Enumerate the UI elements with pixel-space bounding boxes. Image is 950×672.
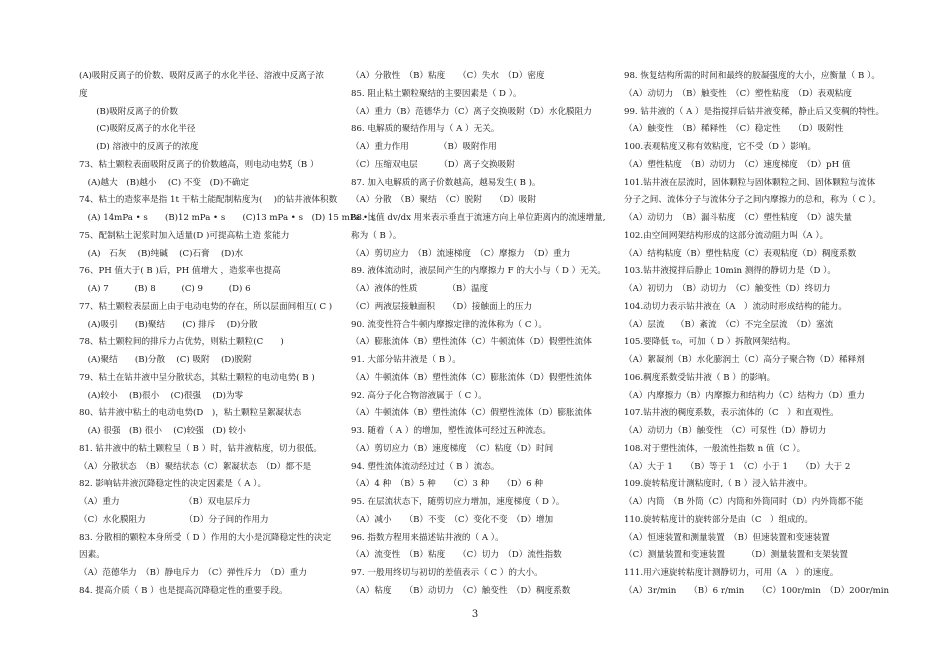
text-line: 78、粘土颗粒间的排斥力占优势，则粘土颗粒(C ) xyxy=(79,337,284,348)
text-line: （A）动切力（B）触变性 （C）可泵性（D）静切力 xyxy=(624,426,827,436)
text-line: (C)吸附反离子的水化半径 xyxy=(79,124,196,135)
text-line: 称为（ B ）。 xyxy=(351,230,402,241)
text-line: 77、粘土颗粒表层面上由于电动电势的存在，所以层面间相互( C ) xyxy=(79,301,333,312)
text-line: （A）触变性 （B）稀释性 （C）稳定性 （D）吸附性 xyxy=(624,124,844,135)
text-line: （C）水化膜阻力 （D）分子间的作用力 xyxy=(79,514,269,525)
text-line: 98. 恢复结构所需的时间和最终的胶凝强度的大小，应衡量（ B ）。 xyxy=(624,71,880,81)
text-line: 97. 一般用终切与初切的差值表示（ C ）的大小。 xyxy=(351,568,543,578)
text-line: （A）液体的性质 （B）温度 xyxy=(351,284,489,294)
text-line: 88. 比值 dv/dx 用来表示垂直于流速方向上单位距离内的流速增量, xyxy=(351,213,606,223)
text-line: 91. 大部分钻井液是（ B ）。 xyxy=(351,355,461,365)
text-line: (A) 14mPa • s (B)12 mPa • s (C)13 mPa • s (D) 15 mPa • s xyxy=(79,213,376,223)
text-line: (A) 石灰 (B)纯碱 (C)石膏 (D)水 xyxy=(79,248,244,259)
text-line: (A)聚结 (B)分散 (C) 吸附 (D)脱附 xyxy=(79,355,252,365)
text-line: 94. 塑性流体流动经过过（ B ）流态。 xyxy=(351,461,500,472)
text-line: 分子之间、流体分子与流体分子之间内摩擦力的总和，称为（ C ）。 xyxy=(624,195,881,206)
text-line: （A）4 种 （B）5 种 （C）3 种 （D）6 种 xyxy=(351,479,543,490)
text-line: （A）结构粘度（B）塑性粘度（C）表观粘度（D）稠度系数 xyxy=(624,248,857,259)
text-line: 99. 钻井液的（ A ）是指搅拌后钻井液变稀，静止后又变稠的特性。 xyxy=(624,106,885,117)
text-line: 74、粘土的造浆率是指 1t 干粘土能配制粘度为( )的钻井液体积数 xyxy=(79,195,338,206)
text-line: 73、粘土颗粒表面吸附反离子的价数越高，则电动电势ξ（B ） xyxy=(79,159,319,170)
text-line: 107.钻井液的稠度系数，表示流体的（C ）和直观性。 xyxy=(624,408,839,419)
column-right xyxy=(624,68,899,601)
text-line: （A）重力 （B）双电层斥力 xyxy=(79,497,251,507)
text-line: (A)吸引 (B)聚结 (C) 排斥 (D)分散 xyxy=(79,319,258,330)
text-line: （C）两液层接触面积 （D）接触面上的压力 xyxy=(351,301,533,312)
text-line: （A）减小 （B）不变 （C）变化不变 （D）增加 xyxy=(351,514,554,525)
text-line: 83. 分散相的颗粒本身所受（ D ）作用的大小是沉降稳定性的决定 xyxy=(79,532,332,543)
text-line: （A）膨胀流体（B）塑性流体（C）牛顿流体（D）假塑性流体 xyxy=(351,337,592,348)
text-line: (D) 溶液中的反离子的浓度 xyxy=(79,142,199,152)
text-line: 81. 钻井液中的粘土颗粒呈（ B ）时，钻井液粘度，切力很低。 xyxy=(79,443,323,454)
text-line: 度 xyxy=(79,88,88,99)
text-line: （A）3r/min （B）6 r/min （C）100r/min （D）200r/min xyxy=(624,585,890,596)
text-line: 87. 加入电解质的离子价数越高，越易发生( B )。 xyxy=(351,177,541,188)
text-line: 102.由空间网架结构形成的这部分流动阻力叫（A ）。 xyxy=(624,230,829,241)
page-number: 3 xyxy=(471,609,479,620)
text-line: （A）层流 （B）紊流 （C）不完全层流 （D）塞流 xyxy=(624,319,834,330)
text-line: （A）塑性粘度 （B）动切力 （C）速度梯度 （D）pH 值 xyxy=(624,159,851,170)
text-line: 101.钻井液在层流时，固体颗粒与固体颗粒之间、固体颗粒与流体 xyxy=(624,177,876,188)
text-line: 109.旋转粘度计测粘度时,（ B ）浸入钻井液中。 xyxy=(624,479,813,490)
text-line: （A）分散性 （B）粘度 （C）失水 （D）密度 xyxy=(351,71,545,81)
column-middle xyxy=(351,68,613,601)
column-left xyxy=(79,68,376,601)
text-line: 89. 液体流动时，液层间产生的内摩擦力 F 的大小与（ D ）无关。 xyxy=(351,266,607,277)
text-line: 90. 流变性符合牛顿内摩擦定律的流体称为（ C ）。 xyxy=(351,319,548,330)
text-line: 93. 随着（ A ）的增加，塑性流体可经过五种流态。 xyxy=(351,426,551,436)
text-line: （A）粘度 （B）动切力 （C）触变性 （D）稠度系数 xyxy=(351,585,571,596)
text-line: (A)较小 (B)很小 (C)很强 (D)为零 xyxy=(79,390,244,401)
text-line: (A)吸附反离子的价数、吸附反离子的水化半径、溶液中反离子浓 xyxy=(79,71,324,81)
text-line: （A）絮凝剂（B）水化膨润土（C）高分子聚合物（D）稀释剂 xyxy=(624,355,865,365)
text-line: （A）分散状态 （B）聚结状态（C）絮凝状态 （D）都不是 xyxy=(79,461,312,472)
text-line: 85. 阻止粘土颗粒聚结的主要因素是（ D ）。 xyxy=(351,88,522,99)
text-line: （A）流变性 （B）粘度 （C）切力 （D）流性指数 xyxy=(351,550,562,561)
text-line: 108.对于塑性流体，一般流性指数 n 值（C ）。 xyxy=(624,443,806,454)
text-line: 79、粘土在钻井液中呈分散状态，其粘土颗粒的电动电势( B ) xyxy=(79,372,315,383)
text-line: 110.旋转粘度计的旋转部分是由（C ）组成的。 xyxy=(624,514,813,525)
text-line: 100.表观粘度又称有效粘度，它不受（D ）影响。 xyxy=(624,142,817,152)
text-line: （A）重力（B）范德华力（C）离子交换吸附（D）水化膜阻力 xyxy=(351,106,592,117)
text-line: （A）初切力 （B）动切力 （C）触变性（D）终切力 xyxy=(624,284,831,294)
text-line: （C）测量装置和变速装置 （D）测量装置和支架装置 xyxy=(624,550,849,561)
text-line: 111.用六速旋转粘度计测静切力，可用（A ）的速度。 xyxy=(624,568,839,578)
text-line: 106.稠度系数受钻井液（ B ）的影响。 xyxy=(624,372,776,383)
text-line: 96. 指数方程用来描述钻井液的（ A ）。 xyxy=(351,532,504,543)
text-line: （A）动切力 （B）漏斗粘度 （C）塑性粘度 （D）滤失量 xyxy=(624,213,852,223)
text-line: 105.要降低 τ₀，可加（ D ）拆散网架结构。 xyxy=(624,337,796,348)
text-line: （A）内摩擦力（B）内摩擦力和结构力（C）结构力（D）重力 xyxy=(624,390,865,401)
text-line: 86. 电解质的聚结作用与（ A ）无关。 xyxy=(351,124,500,135)
text-line: (A) 7 (B) 8 (C) 9 (D) 6 xyxy=(79,284,251,294)
text-line: （A）恒速装置和测量装置 （B）但速装置和变速装置 xyxy=(624,532,830,543)
text-line: (A)越大 (B)越小 (C) 不变 (D)不确定 xyxy=(79,177,249,188)
text-line: 82. 影响钻井液沉降稳定性的决定因素是（ A ）。 xyxy=(79,479,267,490)
text-line: （A）剪切应力（B）速度梯度 （C）粘度（D）时间 xyxy=(351,443,554,454)
text-line: （A）分散 （B）聚结 （C）脱附 （D）吸附 xyxy=(351,195,536,206)
text-line: 95. 在层流状态下，随剪切应力增加，速度梯度（ D ）。 xyxy=(351,497,565,507)
text-line: （A）内筒 （B 外筒（C）内筒和外筒同时（D）内外筒都不能 xyxy=(624,497,864,507)
text-line: （A）牛顿流体（B）塑性流体（C）假塑性流体（D）膨胀流体 xyxy=(351,408,592,419)
text-line: 75、配制粘土泥浆时加入适量(D )可提高粘土造 浆能力 xyxy=(79,230,290,241)
text-line: 104.动切力表示钻井液在（A ）流动时形成结构的能力。 xyxy=(624,301,847,312)
text-line: （A）大于 1 （B）等于 1 （C）小于 1 （D）大于 2 xyxy=(624,461,851,472)
text-line: （A）动切力 （B）触变性 （C）塑性粘度 （D）表观粘度 xyxy=(624,88,852,99)
text-line: （A）范德华力 （B）静电斥力 （C）弹性斥力 （D）重力 xyxy=(79,568,307,578)
text-line: 因素。 xyxy=(79,550,105,561)
text-line: 84. 提高介质（ B ）也是提高沉降稳定性的重要手段。 xyxy=(79,585,288,596)
text-line: （A）重力作用 （B）吸附作用 xyxy=(351,142,497,152)
text-line: （A）牛顿流体（B）塑性流体（C）膨胀流体（D）假塑性流体 xyxy=(351,372,592,383)
text-line: （C）压缩双电层 （D）离子交换吸附 xyxy=(351,159,515,170)
text-line: 76、PH 值大于( B )后，PH 值增大 ，造浆率也提高 xyxy=(79,266,281,277)
text-line: (B)吸附反离子的价数 xyxy=(79,106,178,117)
text-line: （A）剪切应力 （B）流速梯度 （C）摩擦力 （D）重力 xyxy=(351,248,571,259)
text-line: 80、钻井液中粘土的电动电势(D )，粘土颗粒呈絮凝状态 xyxy=(79,408,302,419)
text-line: 103.钻井液搅拌后静止 10min 测得的静切力是（D ）。 xyxy=(624,266,836,277)
text-line: (A) 很强 (B) 很小 (C)较强 (D) 较小 xyxy=(79,426,246,436)
text-line: 92. 高分子化合物溶液属于（ C ）。 xyxy=(351,390,487,401)
